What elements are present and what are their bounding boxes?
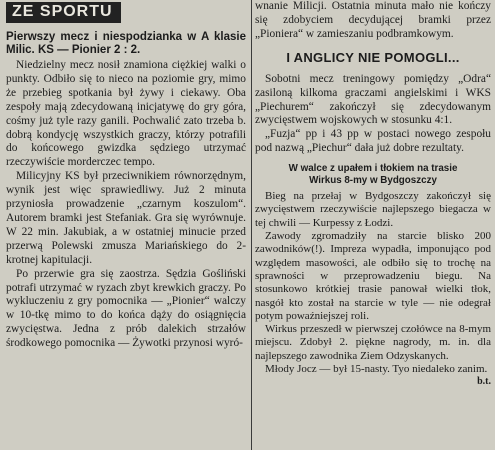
right-column [255,0,491,387]
subheadline-line-1: W walce z upałem i tłokiem na trasie [288,163,458,175]
wirkus-paragraph-2: Zawody zgromadziły na starcie blisko 200 zawodników(!). Impreza wypadła, imponująco pod względem masowości, ale odbiło się to trochę na sprawności w przeprowadzeniu biegu. Na stosunkowo krótkiej trasie panował wielki tłok, nasgół kto został na starcie w tyle — nie odegrał potym powaźniejszej roli. [255,230,491,322]
anglicy-paragraph-2: „Fuzja“ pp i 43 pp w postaci nowego zespołu pod nazwą „Piechur“ dała już dobre rezultaty. [255,128,491,155]
anglicy-paragraph-1: Sobotni mecz treningowy pomiędzy „Odra“ zasiloną kilkoma graczami angielskimi i WKS „Piechurem“ zakończył się zdecydowanym zwycięstwem wojskowych w stosunku 4:1. [255,72,491,127]
article-paragraph-3: Po przerwie gra się zaostrza. Sędzia Gośliński potrafi utrzymać w ryzach zbyt krewkich graczy. Po wykluczeniu z gry pomocnika — „Pionier“ walczy w 10-tkę mimo to do końca dąży do osiągnięcia zwycięstwa. Jedna z prób dalekich strzałów środkowego pomocnika — Żywotki przynosi wyró- [6,267,246,350]
left-column [6,2,246,351]
subheadline-line-2: Wirkus 8-my w Bydgoszczy [309,175,437,187]
wirkus-paragraph-3: Wirkus przeszedł w pierwszej czołówce na 8-mym miejscu. Zdobył 2. piękne nagrody, m. in. dla najlepszego zawodnika Ziem Odzyskanych. [255,323,491,362]
author-signature: b.t. [477,376,491,388]
section-title: ZE SPORTU [6,2,121,23]
article-continuation: wnanie Milicji. Ostatnia minuta mało nie kończy się zdobyciem decydującej bramki przez „Pioniera“ w zamieszaniu podbramkowym. [255,0,491,40]
article-paragraph-1: Niedzielny mecz nosił znamiona ciężkiej walki o punkty. Odbiło się to nieco na poziomie gry, mimo że przebieg spotkania był żywy i ciekawy. Oba zespoły mają zdecydowaną inicjatywę do gry góra, cośmy już tyle razy ganili. Pochwalić zato trzeba b. dobrą kondycję wszystkich graczy, którzy potrafili do końcowego gwizdka sędziego utrzymać rzeczywiście morderczec tempo. [6,59,246,169]
wirkus-paragraph-4: Młody Jocz — był 15-nasty. Tyo niedaleko zanim. [265,363,488,376]
wirkus-paragraph-1: Bieg na przełaj w Bydgoszczy zakończył się zwycięstwem rzeczywiście najlepszego biegacza w tej chwili — Kurpessy z Łodzi. [255,190,491,229]
article-paragraph-2: Milicyjny KS był przeciwnikiem równorzędnym, wynik jest więc sprawiedliwy. Już 2 minuta przyniosła prowadzenie „czarnym koszulom“. Autorem bramki jest Stefaniak. Gra się wyrównuje. W 22 min. Jakubiak, a w ostatniej minucie przed przerwą Polewski zmusza Mariańskiego do 2-krotnej kapitulacji. [6,170,246,266]
article-headline-anglicy: I ANGLICY NIE POMOGLI... [286,49,460,65]
article-headline-match: Pierwszy mecz i niespodzianka w A klasie Milic. KS — Pionier 2 : 2. [6,31,246,56]
column-divider [251,0,252,450]
article-subheadline-wirkus [255,163,491,187]
